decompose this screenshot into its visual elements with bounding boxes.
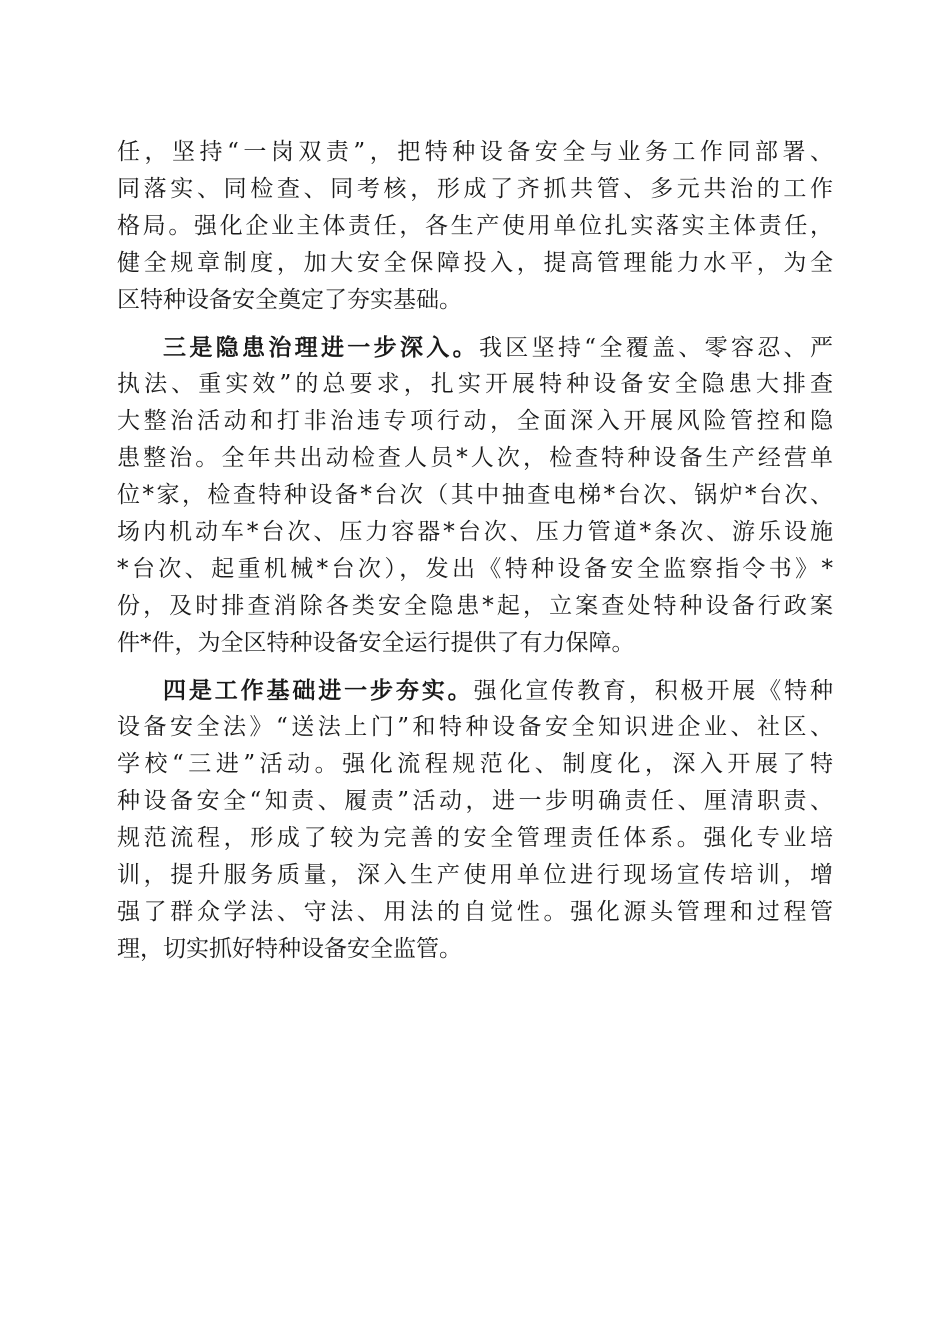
text-line: *台次、起重机械*台次），发出《特种设备安全监察指令书》* [117, 556, 833, 582]
text-line: 份，及时排查消除各类安全隐患*起，立案查处特种设备行政案 [117, 593, 833, 619]
text-line: 训，提升服务质量，深入生产使用单位进行现场宣传培训，增 [117, 862, 833, 888]
document-page [117, 134, 833, 968]
text-line: 强了群众学法、守法、用法的自觉性。强化源头管理和过程管 [117, 899, 833, 925]
paragraph-gap [117, 662, 833, 672]
text-line: 格局。强化企业主体责任，各生产使用单位扎实落实主体责任， [117, 213, 833, 239]
text-line: 场内机动车*台次、压力容器*台次、压力管道*条次、游乐设施 [117, 519, 833, 545]
paragraph-1 [117, 134, 833, 319]
text-line: 规范流程，形成了较为完善的安全管理责任体系。强化专业培 [117, 825, 833, 851]
text-line: 大整治活动和打非治违专项行动，全面深入开展风险管控和隐 [117, 408, 833, 434]
text-line: 健全规章制度，加大安全保障投入，提高管理能力水平，为全 [117, 250, 833, 276]
text-line: 任，坚持“一岗双责”，把特种设备安全与业务工作同部署、 [117, 139, 833, 165]
paragraph-first-line [117, 672, 833, 709]
paragraph-lead-heading: 三是隐患治理进一步深入。 [163, 334, 479, 361]
paragraph-gap [117, 319, 833, 329]
paragraph-2 [117, 329, 833, 662]
text-line: 区特种设备安全奠定了夯实基础。 [117, 287, 462, 313]
text-line: 理，切实抓好特种设备安全监管。 [117, 936, 462, 962]
paragraph-3 [117, 672, 833, 968]
text-line: 设备安全法》“送法上门”和特种设备安全知识进企业、社区、 [117, 714, 833, 740]
text-line: 患整治。全年共出动检查人员*人次，检查特种设备生产经营单 [117, 445, 833, 471]
paragraph-lead-text: 强化宣传教育，积极开展《特种 [473, 678, 834, 704]
text-line: 学校“三进”活动。强化流程规范化、制度化，深入开展了特 [117, 751, 833, 777]
paragraph-first-line [117, 329, 833, 366]
paragraph-lead-text: 我区坚持“全覆盖、零容忍、严 [478, 335, 833, 361]
text-line: 执法、重实效”的总要求，扎实开展特种设备安全隐患大排查 [117, 371, 833, 397]
paragraph-lead-heading: 四是工作基础进一步夯实。 [163, 677, 474, 704]
text-line: 种设备安全“知责、履责”活动，进一步明确责任、厘清职责、 [117, 788, 833, 814]
text-line: 位*家，检查特种设备*台次（其中抽查电梯*台次、锅炉*台次、 [117, 482, 833, 508]
text-line: 件*件，为全区特种设备安全运行提供了有力保障。 [117, 630, 635, 656]
text-line: 同落实、同检查、同考核，形成了齐抓共管、多元共治的工作 [117, 176, 833, 202]
